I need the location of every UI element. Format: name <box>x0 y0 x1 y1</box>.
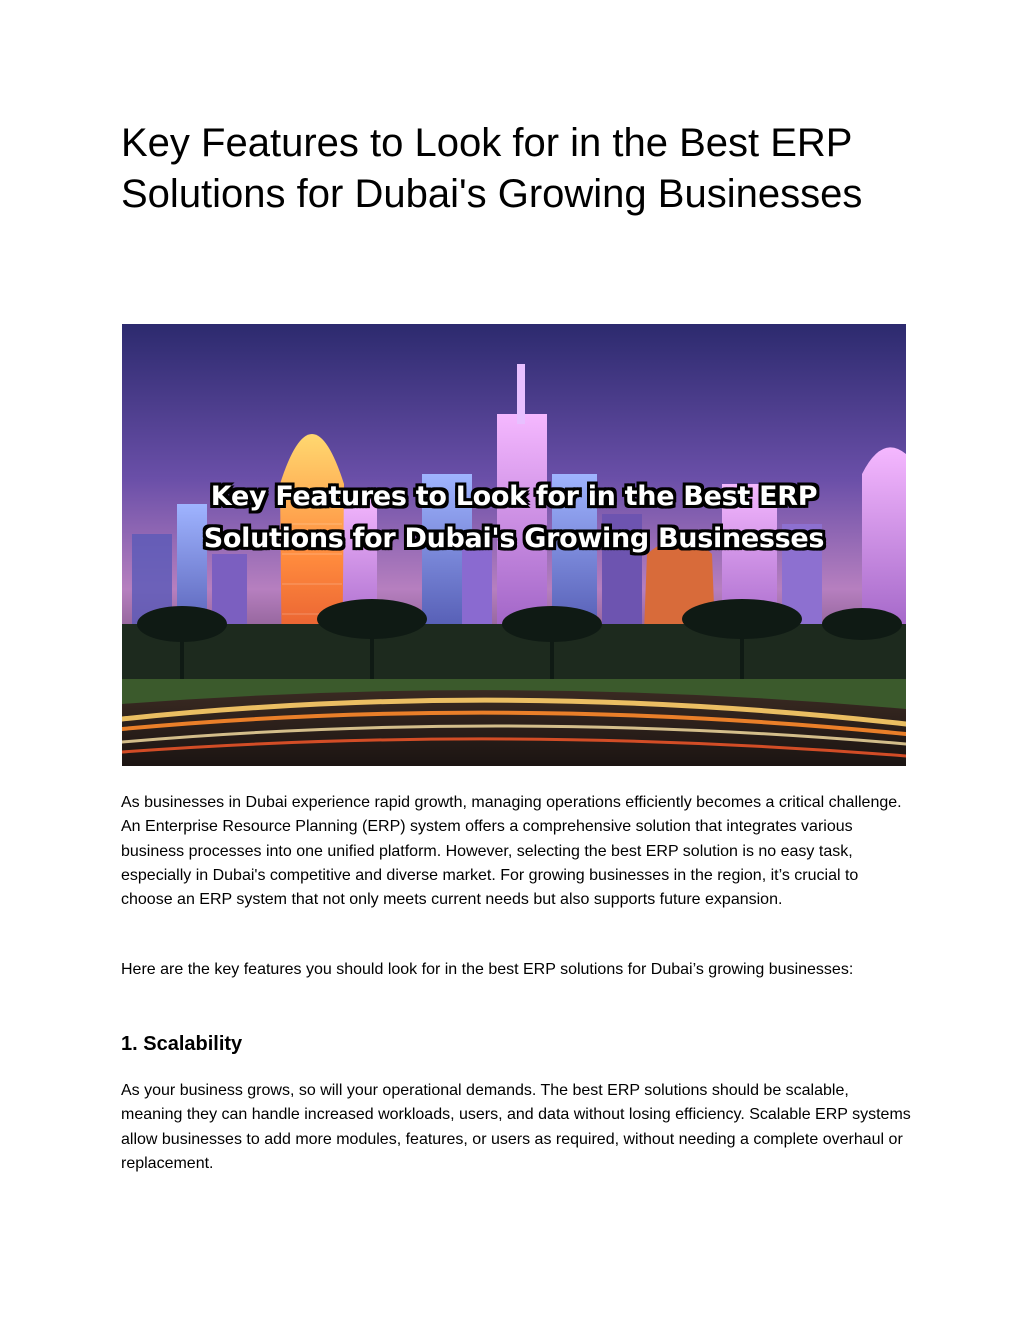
hero-caption-line-1: Key Features to Look for in the Best ERP <box>210 481 818 512</box>
hero-caption-line-2: Solutions for Dubai's Growing Businesses <box>203 523 825 554</box>
scalability-paragraph: As your business grows, so will your operational demands. The best ERP solutions should be scalable, meaning they can handle increased workloads, users, and data without losing efficiency. Scalable ERP systems allow businesses to add more modules, features, or users as required, without needing a complete overhaul or replacement. <box>121 1082 911 1172</box>
section-heading-scalability: 1. Scalability <box>121 1033 243 1055</box>
page-title: Key Features to Look for in the Best ERP Solutions for Dubai's Growing Businesses <box>121 121 863 216</box>
hero-caption <box>122 476 906 560</box>
lead-in-paragraph: Here are the key features you should look for in the best ERP solutions for Dubai’s growing businesses: <box>121 961 854 978</box>
hero-image <box>122 324 906 766</box>
intro-paragraph: As businesses in Dubai experience rapid growth, managing operations efficiently becomes a critical challenge. An Enterprise Resource Planning (ERP) system offers a comprehensive solution that integrates various business processes into one unified platform. However, selecting the best ERP solution is no easy task, especially in Dubai's competitive and diverse market. For growing businesses in the region, it’s crucial to choose an ERP system that not only meets current needs but also supports future expansion. <box>121 794 902 909</box>
